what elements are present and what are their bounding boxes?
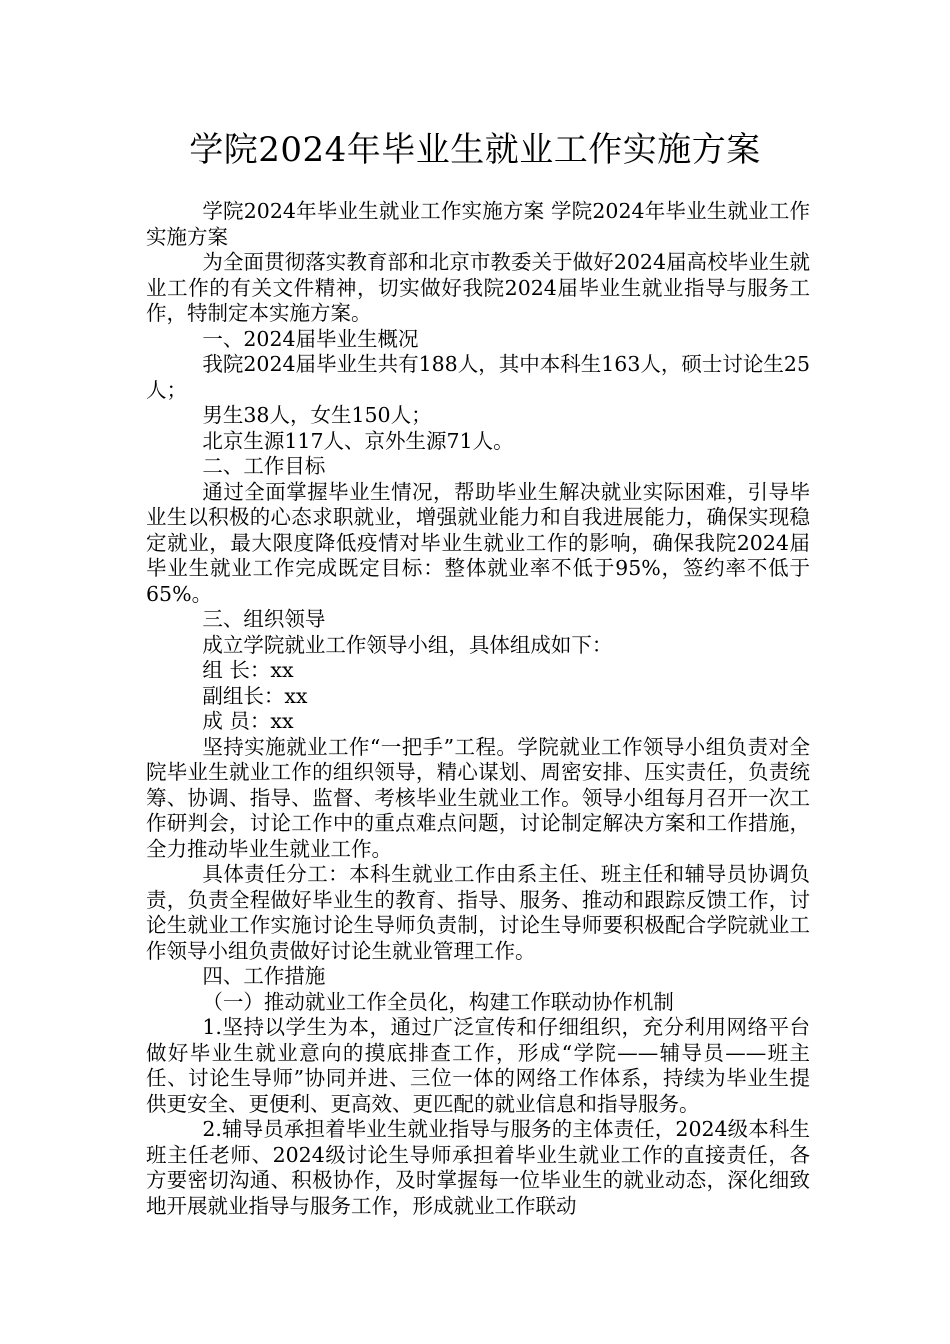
paragraph: 成立学院就业工作领导小组，具体组成如下： xyxy=(202,632,613,657)
section-heading: 二、工作目标 xyxy=(202,454,326,478)
paragraph: 男生38人，女生150人； xyxy=(202,403,432,427)
section-heading: 三、组织领导 xyxy=(202,607,326,631)
section-heading: 四、工作措施 xyxy=(202,964,326,988)
paragraph: 坚持实施就业工作“一把手”工程。学院就业工作领导小组负责对全院毕业生就业工作的组织领导，精心谋划、周密安排、压实责任，负责统筹、协调、指导、监督、考核毕业生就业工作。领导小组每月召开一次工作研判会，讨论工作中的重点难点问题，讨论制定解决方案和工作措施，全力推动毕业生就业工作。 xyxy=(146,734,810,861)
paragraph: 为全面贯彻落实教育部和北京市教委关于做好2024届高校毕业生就业工作的有关文件精神，切实做好我院2024届毕业生就业指导与服务工作，特制定本实施方案。 xyxy=(146,250,810,325)
paragraph: 成 员：xx xyxy=(202,709,294,733)
paragraph: 北京生源117人、京外生源71人。 xyxy=(202,428,514,453)
paragraph: 学院2024年毕业生就业工作实施方案 学院2024年毕业生就业工作实施方案 xyxy=(146,199,810,249)
subsection-heading: （一）推动就业工作全员化，构建工作联动协作机制 xyxy=(202,989,674,1014)
paragraph: 组 长：xx xyxy=(202,658,294,682)
document-title: 学院2024年毕业生就业工作实施方案 xyxy=(189,130,761,170)
document-body xyxy=(146,199,810,1219)
paragraph: 具体责任分工：本科生就业工作由系主任、班主任和辅导员协调负责，负责全程做好毕业生的教育、指导、服务、推动和跟踪反馈工作，讨论生就业工作实施讨论生导师负责制，讨论生导师要积极配合学院就业工作领导小组负责做好讨论生就业管理工作。 xyxy=(146,862,810,963)
paragraph: 2.辅导员承担着毕业生就业指导与服务的主体责任，2024级本科生班主任老师、2024级讨论生导师承担着毕业生就业工作的直接责任，各方要密切沟通、积极协作，及时掌握每一位毕业生的就业动态，深化细致地开展就业指导与服务工作，形成就业工作联动 xyxy=(146,1117,810,1218)
paragraph: 我院2024届毕业生共有188人，其中本科生163人，硕士讨论生25人； xyxy=(146,352,810,402)
paragraph: 副组长：xx xyxy=(202,683,308,708)
section-heading: 一、2024届毕业生概况 xyxy=(202,326,419,351)
paragraph: 通过全面掌握毕业生情况，帮助毕业生解决就业实际困难，引导毕业生以积极的心态求职就业，增强就业能力和自我进展能力，确保实现稳定就业，最大限度降低疫情对毕业生就业工作的影响，确保我院2024届毕业生就业工作完成既定目标：整体就业率不低于95%，签约率不低于65%。 xyxy=(146,479,810,606)
paragraph: 1.坚持以学生为本，通过广泛宣传和仔细组织，充分利用网络平台做好毕业生就业意向的摸底排查工作，形成“学院——辅导员——班主任、讨论生导师”协同并进、三位一体的网络工作体系，持续为毕业生提供更安全、更便利、更高效、更匹配的就业信息和指导服务。 xyxy=(146,1015,810,1116)
